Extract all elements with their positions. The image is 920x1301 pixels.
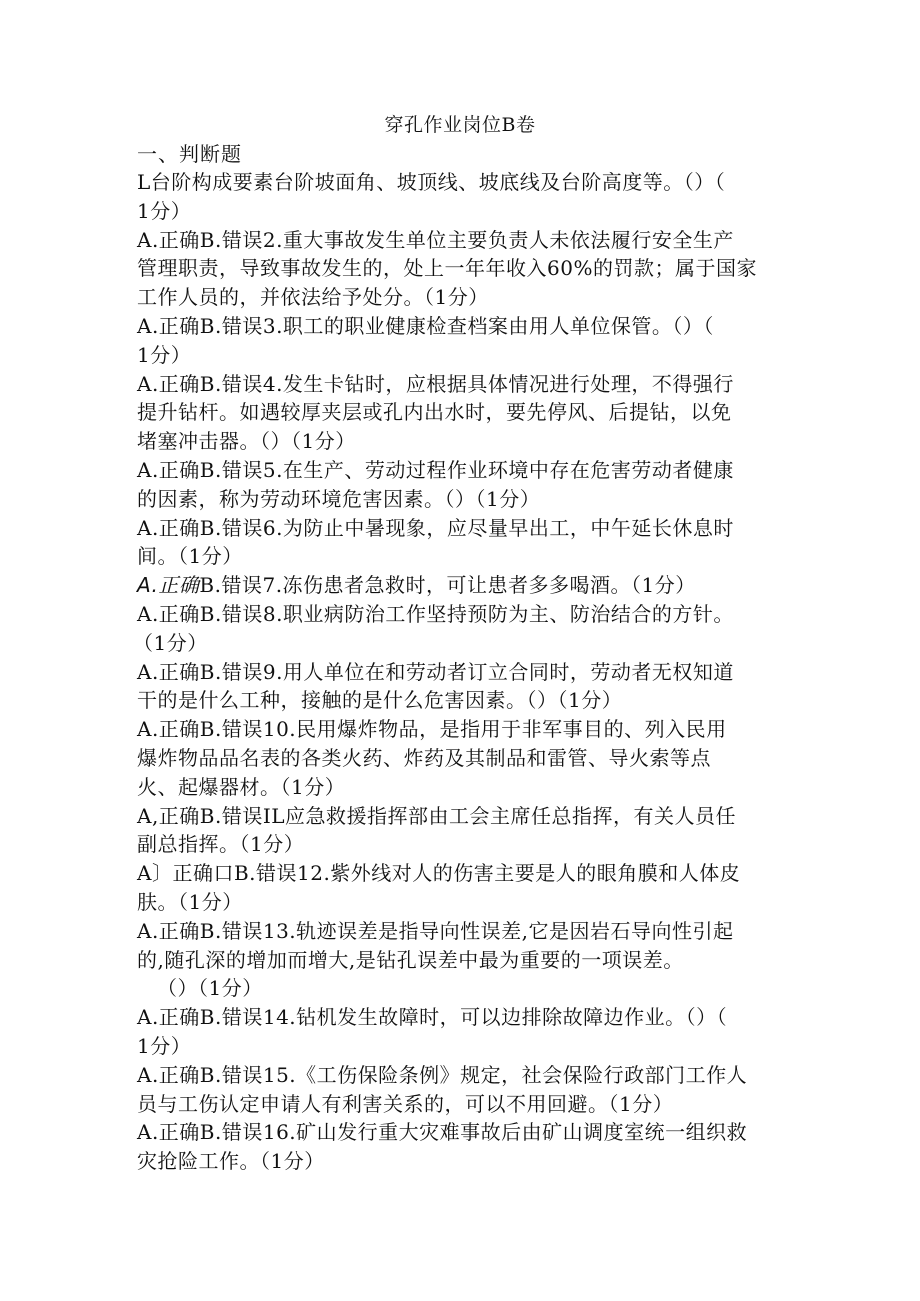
text-line [137,917,797,946]
text-line [137,571,797,600]
text-line-content: 1分） [137,198,192,223]
text-line-content: 干的是什么工种，接触的是什么危害因素。（）（1分） [137,688,623,713]
text-line [137,226,797,255]
text-line [137,283,797,312]
text-line-content: 员与工伤认定申请人有利害关系的，可以不用回避。（1分） [137,1091,674,1116]
text-line-content: 堵塞冲击器。（）（1分） [137,429,356,454]
text-line-content: B.错误7.冻伤患者急救时，可让患者多多喝酒。（1分） [199,573,696,598]
text-line-content: （）（1分） [157,976,263,1001]
text-line-content: 1分） [137,342,192,367]
text-line [137,312,797,341]
text-line [137,974,797,1003]
text-line [137,514,797,543]
section-heading: 一、判断题 [137,142,242,166]
text-line [137,946,797,975]
text-line [137,600,797,629]
text-line [137,802,797,831]
text-line [137,1118,797,1147]
text-line [137,773,797,802]
text-line-content: A.正确B.错误4.发生卡钻时，应根据具体情况进行处理，不得强行 [137,371,734,396]
text-line [137,168,797,197]
text-line-content: 爆炸物品品名表的各类火药、炸药及其制品和雷管、导火索等点 [137,745,711,770]
text-line [137,888,797,917]
text-line [137,398,797,427]
text-line [137,197,797,226]
text-line [137,1003,797,1032]
text-line [137,1061,797,1090]
text-line [137,1147,797,1176]
page-title: 穿孔作业岗位B卷 [384,114,536,136]
text-line-content: A.正确B.错误13.轨迹误差是指导向性误差,它是因岩石导向性引起 [137,918,734,943]
text-line-content: 1分） [137,1033,192,1058]
text-line-content: 管理职责，导致事故发生的，处上一年年收入60%的罚款；属于国家 [137,256,757,281]
text-line [137,254,797,283]
text-line [137,542,797,571]
text-line-content: A.正确B.错误3.职工的职业健康检查档案由用人单位保管。（）（ [137,313,714,338]
text-line-content: （1分） [133,630,208,655]
text-line [137,485,797,514]
text-line-content: A.正确B.错误15.《工伤保险条例》规定，社会保险行政部门工作人 [137,1062,748,1087]
text-line [137,1090,797,1119]
text-line-content: 工作人员的，并依法给予处分。（1分） [137,285,489,310]
text-line-content: A.正确B.错误10.民用爆炸物品，是指用于非军事目的、列入民用 [137,717,727,742]
text-line [137,427,797,456]
text-line-content: 间。（1分） [137,544,243,569]
text-line-content: A.正确B.错误14.钻机发生故障时，可以边排除故障边作业。（）（ [137,1005,728,1030]
text-line-content: 的因素，称为劳动环境危害因素。（）（1分） [137,486,541,511]
text-line-content: A.正确B.错误6.为防止中暑现象，应尽量早出工，中午延长休息时 [137,515,734,540]
text-line-content: A.正确B.错误8.职业病防治工作坚持预防为主、防治结合的方针。 [137,601,734,626]
text-line-content: 火、起爆器材。（1分） [137,774,346,799]
text-line [137,744,797,773]
text-line [137,686,797,715]
italic-answer-option: A.正确 [137,573,200,598]
question-list [133,168,797,1176]
text-line-content: 副总指挥。（1分） [137,832,305,857]
text-line [137,859,797,888]
text-line [137,341,797,370]
text-line-content: A.正确B.错误2.重大事故发生单位主要负责人未依法履行安全生产 [137,227,734,252]
text-line-content: A.正确B.错误9.用人单位在和劳动者订立合同时，劳动者无权知道 [137,659,734,684]
text-line [137,715,797,744]
text-line [137,658,797,687]
text-line [137,830,797,859]
text-line-content: 肤。（1分） [137,889,243,914]
text-line-content: 灾抢险工作。（1分） [137,1149,325,1174]
text-line-content: L台阶构成要素台阶坡面角、坡顶线、坡底线及台阶高度等。（）（ [137,170,726,194]
text-line [133,629,797,658]
text-line-content: A〕正确口B.错误12.紫外线对人的伤害主要是人的眼角膜和人体皮 [137,861,741,886]
text-line [137,1032,797,1061]
text-line-content: A.正确B.错误16.矿山发行重大灾难事故后由矿山调度室统一组织救 [137,1120,748,1145]
text-line-content: 的,随孔深的增加而增大,是钻孔误差中最为重要的一项误差。 [137,947,684,972]
text-line-content: 提升钻杆。如遇较厚夹层或孔内出水时，要先停风、后提钻，以免 [137,400,732,425]
text-line [137,456,797,485]
text-line [137,370,797,399]
text-line-content: A,正确B.错误IL应急救援指挥部由工会主席任总指挥，有关人员任 [137,803,737,828]
text-line-content: A.正确B.错误5.在生产、劳动过程作业环境中存在危害劳动者健康 [137,457,734,482]
